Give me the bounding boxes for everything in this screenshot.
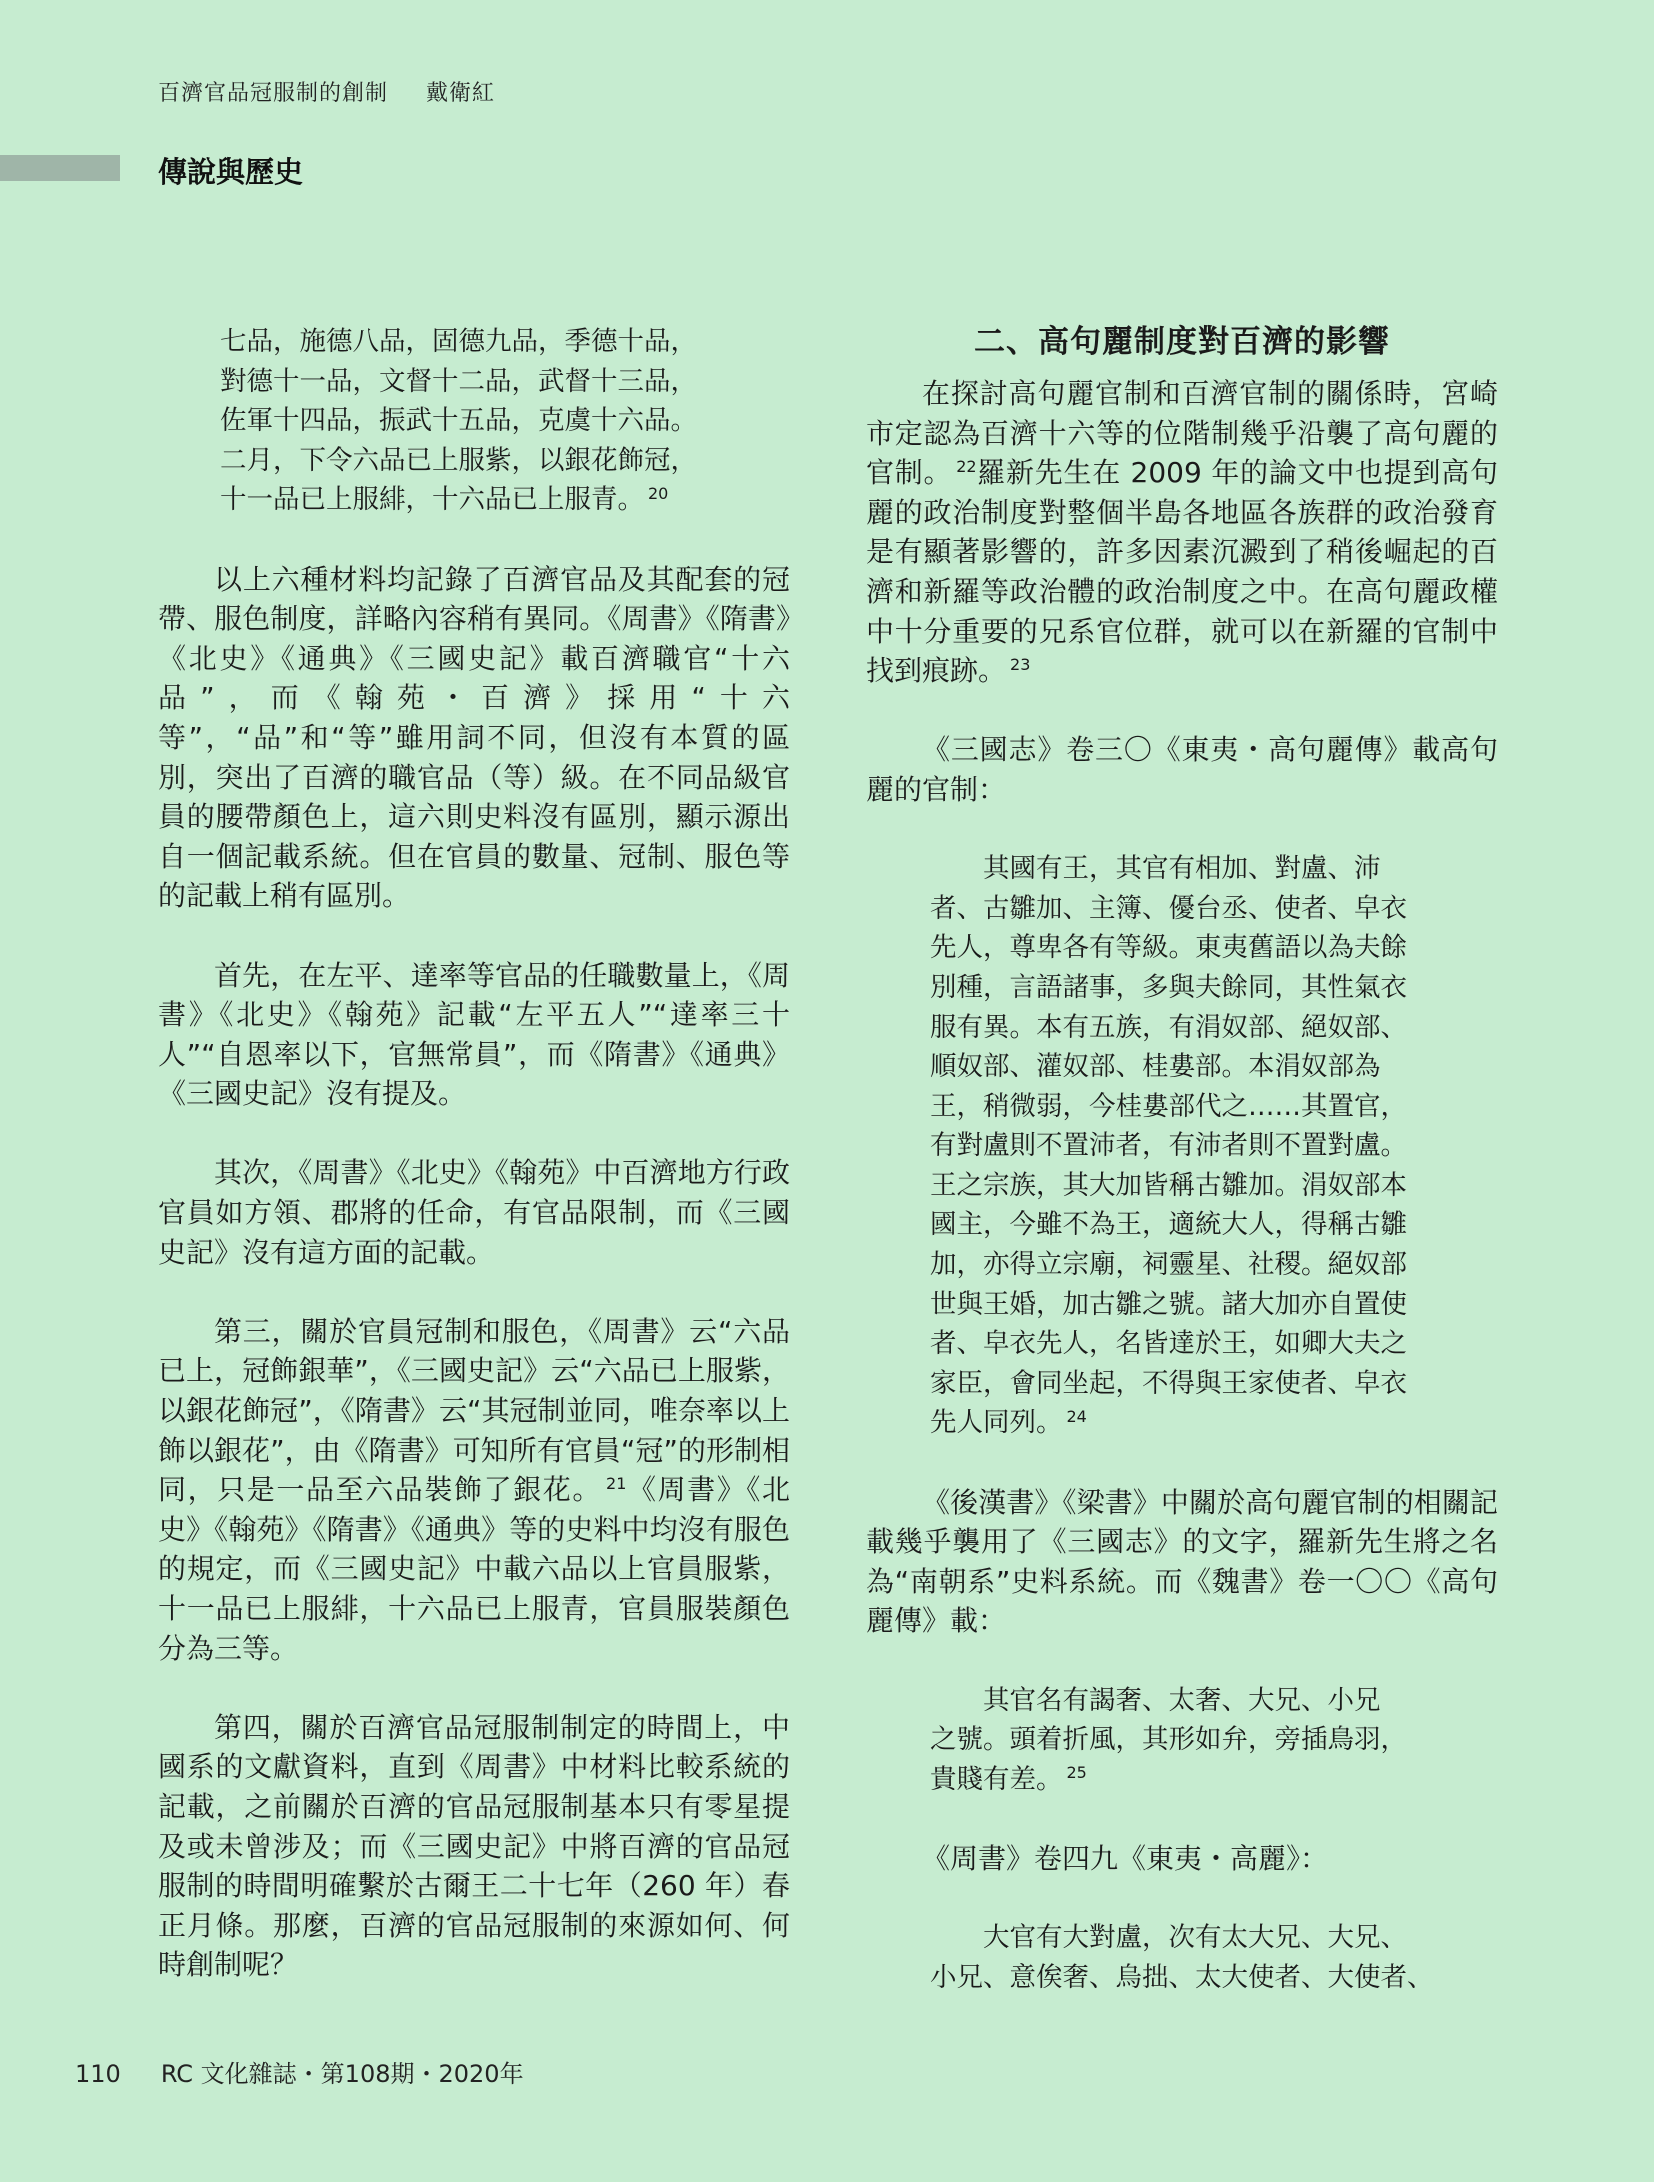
quote-line: 順奴部、灌奴部、桂婁部。本涓奴部為 [930, 1051, 1381, 1083]
quote-line: 七品，施德八品，固德九品，季德十品， [220, 326, 697, 357]
quote-line: 別種，言語諸事，多與夫餘同，其性氣衣 [930, 971, 1407, 1003]
page-footer [75, 2054, 524, 2089]
quote-line: 其國有王，其官有相加、對盧、沛 [983, 853, 1381, 885]
right-column [866, 322, 1498, 1997]
paragraph [158, 1312, 790, 1668]
block-quote [866, 1918, 1498, 1997]
block-quote [866, 1681, 1498, 1800]
paragraph: 《後漢書》《梁書》中關於高句麗官制的相關記載幾乎襲用了《三國志》的文字，羅新先生將之名為“南朝系”史料系統。而《魏書》卷一〇〇《高句麗傳》載： [866, 1485, 1498, 1638]
quote-line: 服有異。本有五族，有涓奴部、絕奴部、 [930, 1011, 1407, 1043]
paragraph: 以上六種材料均記錄了百濟官品及其配套的冠帶、服色制度，詳略內容稍有異同。《周書》《隋書》《北史》《通典》《三國史記》載百濟職官“十六品”，而《翰苑・百濟》採用“十六等”，“品”和“等”雖用詞不同，但沒有本質的區別，突出了百濟的職官品（等）級。在不同品級官員的腰帶顏色上，這六則史料沒有區別，顯示源出自一個記載系統。但在官員的數量、冠制、服色等的記載上稍有區別。 [158, 562, 790, 913]
footnote-ref: 20 [648, 483, 669, 503]
quote-line: 先人，尊卑各有等級。東夷舊語以為夫餘 [930, 932, 1407, 964]
paragraph: 其次，《周書》《北史》《翰苑》中百濟地方行政官員如方領、郡將的任命，有官品限制，而《三國史記》沒有這方面的記載。 [158, 1156, 790, 1269]
block-quote [158, 322, 790, 520]
section-label: 傳說與歷史 [158, 155, 304, 189]
paragraph: 《三國志》卷三〇《東夷・高句麗傳》載高句麗的官制： [866, 733, 1498, 806]
publication-info: RC 文化雜誌・第108期・2020年 [160, 2060, 524, 2088]
quote-line: 加，亦得立宗廟，祠靈星、社稷。絕奴部 [930, 1249, 1407, 1281]
quote-line-text: 先人同列。 [930, 1407, 1063, 1439]
quote-line-text: 十一品已上服緋，十六品已上服青。 [220, 484, 644, 516]
paragraph-text: 在探討高句麗官制和百濟官制的關係時，宮崎市定認為百濟十六等的位階制幾乎沿襲了高句麗的官制。 [866, 377, 1498, 490]
author-name: 戴衛紅 [426, 81, 496, 106]
footnote-ref: 25 [1066, 1762, 1087, 1782]
quote-line: 其官名有謁奢、太奢、大兄、小兄 [983, 1684, 1381, 1716]
footnote-ref: 24 [1066, 1406, 1087, 1426]
quote-line: 王，稍微弱，今桂婁部代之……其置官， [930, 1090, 1407, 1122]
footnote-ref: 21 [606, 1473, 627, 1493]
left-column [158, 322, 790, 1985]
running-head [158, 76, 495, 107]
quote-line: 之號。頭着折風，其形如弁，旁插鳥羽， [930, 1724, 1407, 1756]
paragraph: 首先，在左平、達率等官品的任職數量上，《周書》《北史》《翰苑》記載“左平五人”“達率三十人”“自恩率以下，官無常員”，而《隋書》《通典》《三國史記》沒有提及。 [158, 958, 790, 1111]
quote-line: 有對盧則不置沛者，有沛者則不置對盧。 [930, 1130, 1407, 1162]
footnote-ref: 22 [956, 456, 977, 476]
paragraph: 《周書》卷四九《東夷・高麗》： [922, 1841, 1329, 1875]
quote-line [930, 1403, 1498, 1443]
section-marker-bar [0, 155, 120, 181]
paragraph-text: 《周書》《北史》《翰苑》《隋書》《通典》等的史料中均沒有服色的規定，而《三國史記》中載六品以上官員服紫，十一品已上服緋，十六品已上服青，官員服裝顏色分為三等。 [158, 1473, 790, 1665]
quote-line: 國主，今雖不為王，適統大人，得稱古雛 [930, 1209, 1407, 1241]
quote-line: 家臣，會同坐起，不得與王家使者、皁衣 [930, 1367, 1407, 1399]
quote-line: 小兄、意俟奢、烏拙、太大使者、大使者、 [930, 1961, 1434, 1993]
quote-line: 二月，下令六品已上服紫，以銀花飾冠， [220, 444, 697, 476]
quote-line: 王之宗族，其大加皆稱古雛加。涓奴部本 [930, 1169, 1407, 1201]
quote-line: 大官有大對盧，次有太大兄、大兄、 [983, 1922, 1407, 1954]
quote-line-text: 貴賤有差。 [930, 1763, 1063, 1795]
quote-line: 世與王婚，加古雛之號。諸大加亦自置使 [930, 1288, 1407, 1320]
section-heading: 二、高句麗制度對百濟的影響 [974, 324, 1390, 360]
article-title: 百濟官品冠服制的創制 [158, 81, 389, 106]
paragraph: 第四，關於百濟官品冠服制制定的時間上，中國系的文獻資料，直到《周書》中材料比較系統的記載，之前關於百濟的官品冠服制基本只有零星提及或未曾涉及；而《三國史記》中將百濟的官品冠服制的時間明確繫於古爾王二十七年（260 年）春正月條。那麼，百濟的官品冠服制的來源如何、何時創制呢？ [158, 1710, 790, 1982]
quote-line: 者、皁衣先人，名皆達於王，如卿大夫之 [930, 1328, 1407, 1360]
paragraph [866, 374, 1498, 691]
quote-line [930, 1760, 1498, 1800]
quote-line [220, 480, 790, 520]
page-number: 110 [75, 2060, 121, 2088]
quote-line: 對德十一品，文督十二品，武督十三品， [220, 365, 697, 397]
quote-line: 佐軍十四品，振武十五品，克虞十六品。 [220, 405, 697, 437]
paragraph-text: 羅新先生在 2009 年的論文中也提到高句麗的政治制度對整個半島各地區各族群的政治發育是有顯著影響的，許多因素沉澱到了稍後崛起的百濟和新羅等政治體的政治制度之中。在高句麗政權中十分重要的兄系官位群，就可以在新羅的官制中找到痕跡。 [866, 456, 1498, 688]
block-quote [866, 849, 1498, 1443]
footnote-ref: 23 [1010, 654, 1031, 674]
quote-line: 者、古雛加、主簿、優台丞、使者、皁衣 [930, 892, 1407, 924]
paragraph-text: 第三，關於官員冠制和服色，《周書》云“六品已上，冠飾銀華”，《三國史記》云“六品已上服紫，以銀花飾冠”，《隋書》云“其冠制並同，唯奈率以上飾以銀花”，由《隋書》可知所有官員“冠”的形制相同，只是一品至六品裝飾了銀花。 [158, 1314, 790, 1507]
